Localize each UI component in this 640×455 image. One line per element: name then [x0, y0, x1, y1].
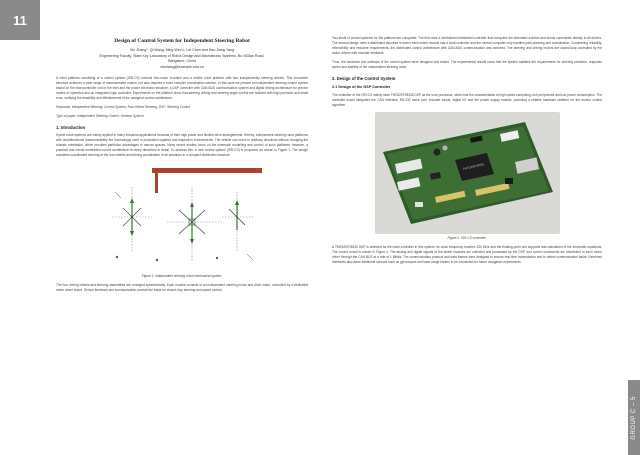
section-2-heading: 2. Design of the Control System [332, 76, 396, 81]
paper-authors: Xin Zhang*, Qi Wang, Ming Wei Li, Lei Chen and Hao Jiang Yang [130, 48, 234, 52]
figure-2-caption: Figure 2. ISR-CS controller. [447, 236, 487, 240]
figure-1 [97, 162, 267, 272]
section-1-heading: 1. Introduction [56, 125, 86, 130]
affiliation-line-2: Bangalore, China [168, 59, 196, 63]
side-tab-label: GROUP C – 5 [631, 395, 637, 440]
paper-type: Type of paper: Independent Steering Control; General System. [56, 114, 145, 118]
affiliation-line-1: Engineering Faculty, State Key Laboratory of Robot Design and Mechatronic Systems, Bo XiDian Road, [99, 53, 265, 58]
paper-title: Design of Control System for Independent Steering Robot [114, 38, 250, 44]
figure-1-caption: Figure 1. Independent steering robot mechanical system. [141, 274, 223, 278]
chip-label: TMS320F28335 [461, 162, 484, 171]
left-column [56, 36, 308, 297]
page-number: 11 [13, 12, 27, 28]
right-paragraph-2: Thus, the hardware and software of the control system were designed and tested. The experimental results show that the system satisfies the requirements for steering precision, response speed and stability of the independent steering robot. [332, 60, 602, 69]
side-tab [628, 380, 640, 455]
paper-affiliation [56, 54, 308, 71]
controller-board-photo [375, 112, 560, 234]
section-2-1-paragraph-1: The controller of the ISR-CS mainly uses TMS320F28335 DSP as the core processor, which has the characteristics of high speed computing, rich peripherals and low power consumption. The controller board integrates the CAN interface, RS-232 serial port, encoder inputs, digital I/O and the power supply module, providing a reliable hardware platform for the motion control algorithm. [332, 93, 602, 107]
page-number-box [0, 0, 40, 40]
abstract: A robot platform consisting of a control system (ISR-CS) controls four-motor in-wheel and a mobile robot platform with four independently steering wheels. This innovative structure achieves a wide range of maneuverable motion, but also requires a more complex coordination solution. In this work we present an independent steering control system based on the microcontroller unit of the Intel and the power electronic structure; a DSP controller with CAN-BUS communication system and digital driving architecture for precise modes of operation and an integrated logic controller. Experiments on the platform show that steering driving and steering angle control are realized with high precision and small error, verifying the feasibility and effectiveness of the designed control architecture. [56, 76, 308, 100]
section-2-1-heading: 2.1 Design of the DSP Controller [332, 85, 391, 89]
section-1-paragraph-2: The four driving wheels and steering assemblies are arranged symmetrically. Each module consists of an independent steering motor and drive motor, controlled by a dedicated motor driver board. Sensor feedback and communication provide the basis for closed-loop steering and speed control. [56, 283, 308, 292]
figure-2 [375, 112, 560, 234]
keywords: Keywords: Independent Steering; Control System; Four-Wheel Steering; DSP; Steering Control [56, 105, 191, 109]
author-email: xinzhang@example.edu.cn [160, 64, 204, 69]
section-2-1-paragraph-2: A TMS320F28335 DSP is selected as the main controller in this system, its clock frequency reaches 150 MHz and the floating-point unit supports fast calculation of the kinematic equations. The control board is shown in Figure 2. The analog and digital signals of the wheel modules are collected and processed by the DSP, and control commands are distributed to each motor driver through the CAN-BUS at a rate of 1 Mbit/s. The communication protocol and data frames were designed to ensure real-time transmission and to detect communication faults. Reserved interfaces also allow additional sensors such as gyroscopes and laser range finders to be connected for future navigation experiments. [332, 245, 602, 264]
section-1-paragraph-1: Hybrid robot systems are widely applied in many industrial applications because of their high power and flexible drive arrangements. Hereby, independent steering robot platforms with omnidirectional maneuverability are increasingly used in production logistics and inspection environments. The vehicle can move in arbitrary directions without changing the chassis orientation, which provides particular advantages in narrow spaces. Many recent studies focus on the kinematic modelling and control of such platforms; however, a practical and robust embedded control architecture is rarely described in detail. To address this, a new control system (ISR-CS) is proposed, as shown in Figure 1. The design considers coordinated steering of the four wheels and driving coordination of all actuators in a compact distributed structure. [56, 133, 308, 157]
right-paragraph-1: Two kinds of control systems for the platform are compared. The first uses a centralized embedded controller that computes the kinematic solution and sends commands directly to all drivers. The second design uses a distributed structure in which each wheel module has a local controller and the central computer only handles path planning and coordination. Considering reliability, extensibility and real-time requirements, the distributed control architecture with CAN-BUS communication was selected. The steering and driving motors are closed-loop controlled by the motor drivers with encoder feedback. [332, 36, 602, 55]
robot-mechanism-diagram [97, 162, 267, 272]
right-column [332, 36, 602, 269]
